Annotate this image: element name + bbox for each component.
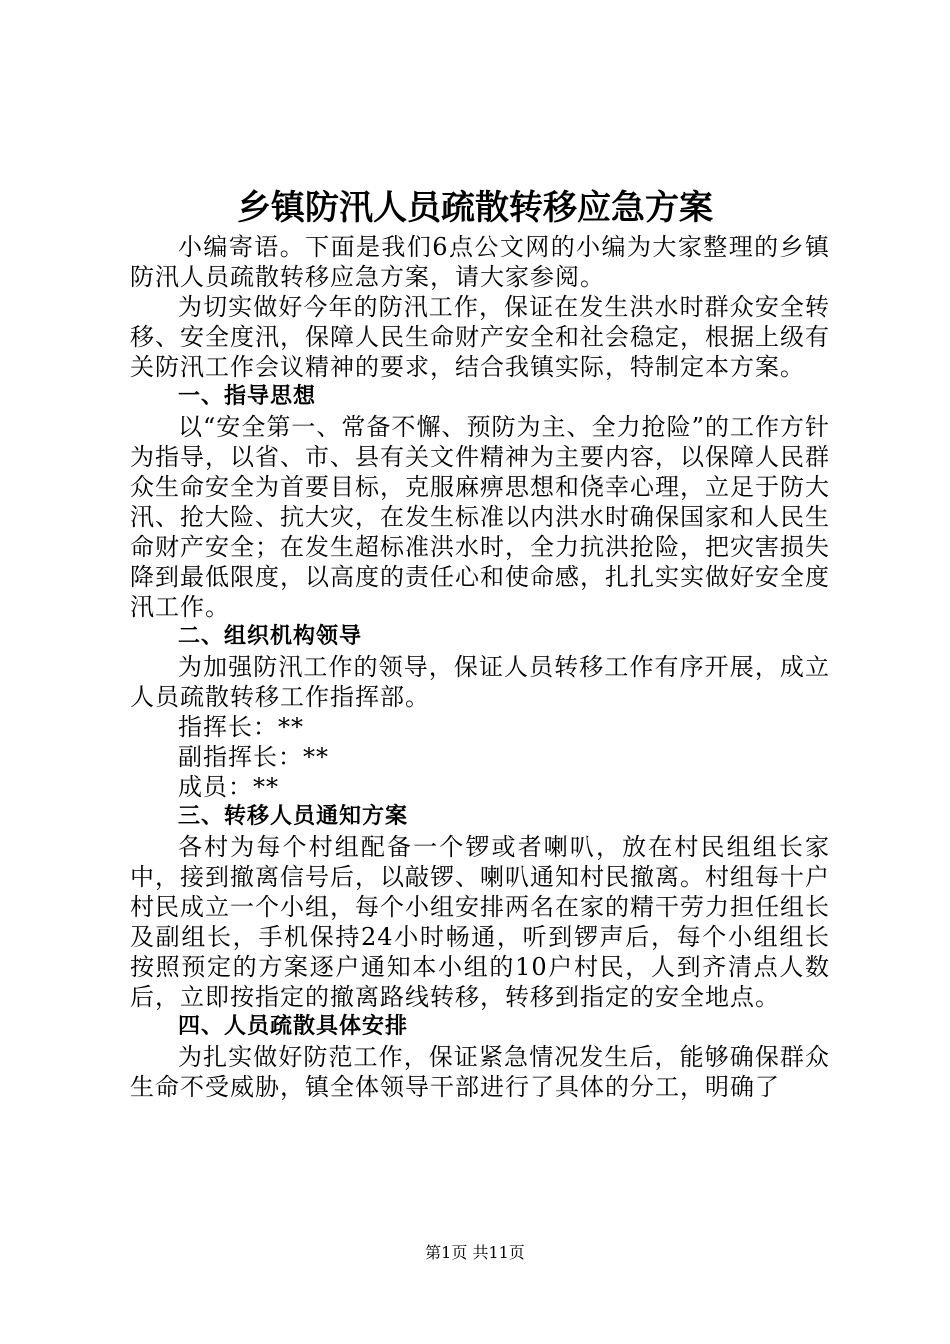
document-title: 乡镇防汛人员疏散转移应急方案: [237, 188, 713, 228]
section-paragraph: 为扎实做好防范工作，保证紧急情况发生后，能够确保群众生命不受威胁，镇全体领导干部进行了具体的分工，明确了: [130, 1043, 830, 1101]
section-heading: 三、转移人员通知方案: [178, 804, 409, 829]
document-body: [130, 232, 830, 1102]
section-paragraph: 为加强防汛工作的领导，保证人员转移工作有序开展，成立人员疏散转移工作指挥部。: [130, 653, 830, 711]
section-heading: 一、指导思想: [178, 384, 317, 409]
members-line: 成员：**: [178, 773, 279, 801]
commander-line: 指挥长：**: [178, 713, 304, 741]
section-paragraph: 以“安全第一、常备不懈、预防为主、全力抢险”的工作方针为指导，以省、市、县有关文件精神为主要内容，以保障人民群众生命安全为首要目标，克服麻痹思想和侥幸心理，立足于防大汛、抢大险、抗大灾，在发生标准以内洪水时确保国家和人民生命财产安全；在发生超标准洪水时，全力抗洪抢险，把灾害损失降到最低限度，以高度的责任心和使命感，扎扎实实做好安全度汛工作。: [130, 413, 830, 621]
section-paragraph: 各村为每个村组配备一个锣或者喇叭，放在村民组组长家中，接到撤离信号后，以敲锣、喇叭通知村民撤离。村组每十户村民成立一个小组，每个小组安排两名在家的精干劳力担任组长及副组长，手机保持24小时畅通，听到锣声后，每个小组组长按照预定的方案逐户通知本小组的10户村民，人到齐清点人数后，立即按指定的撤离路线转移，转移到指定的安全地点。: [130, 833, 830, 1011]
page-number-footer: 第1页 共11页: [425, 1243, 525, 1262]
deputy-commander-line: 副指挥长：**: [178, 743, 329, 771]
intro-paragraph: 小编寄语。下面是我们6点公文网的小编为大家整理的乡镇防汛人员疏散转移应急方案，请大家参阅。: [130, 233, 830, 291]
section-heading: 四、人员疏散具体安排: [178, 1014, 409, 1039]
purpose-paragraph: 为切实做好今年的防汛工作，保证在发生洪水时群众安全转移、安全度汛，保障人民生命财产安全和社会稳定，根据上级有关防汛工作会议精神的要求，结合我镇实际，特制定本方案。: [130, 293, 830, 381]
section-heading: 二、组织机构领导: [178, 624, 363, 649]
